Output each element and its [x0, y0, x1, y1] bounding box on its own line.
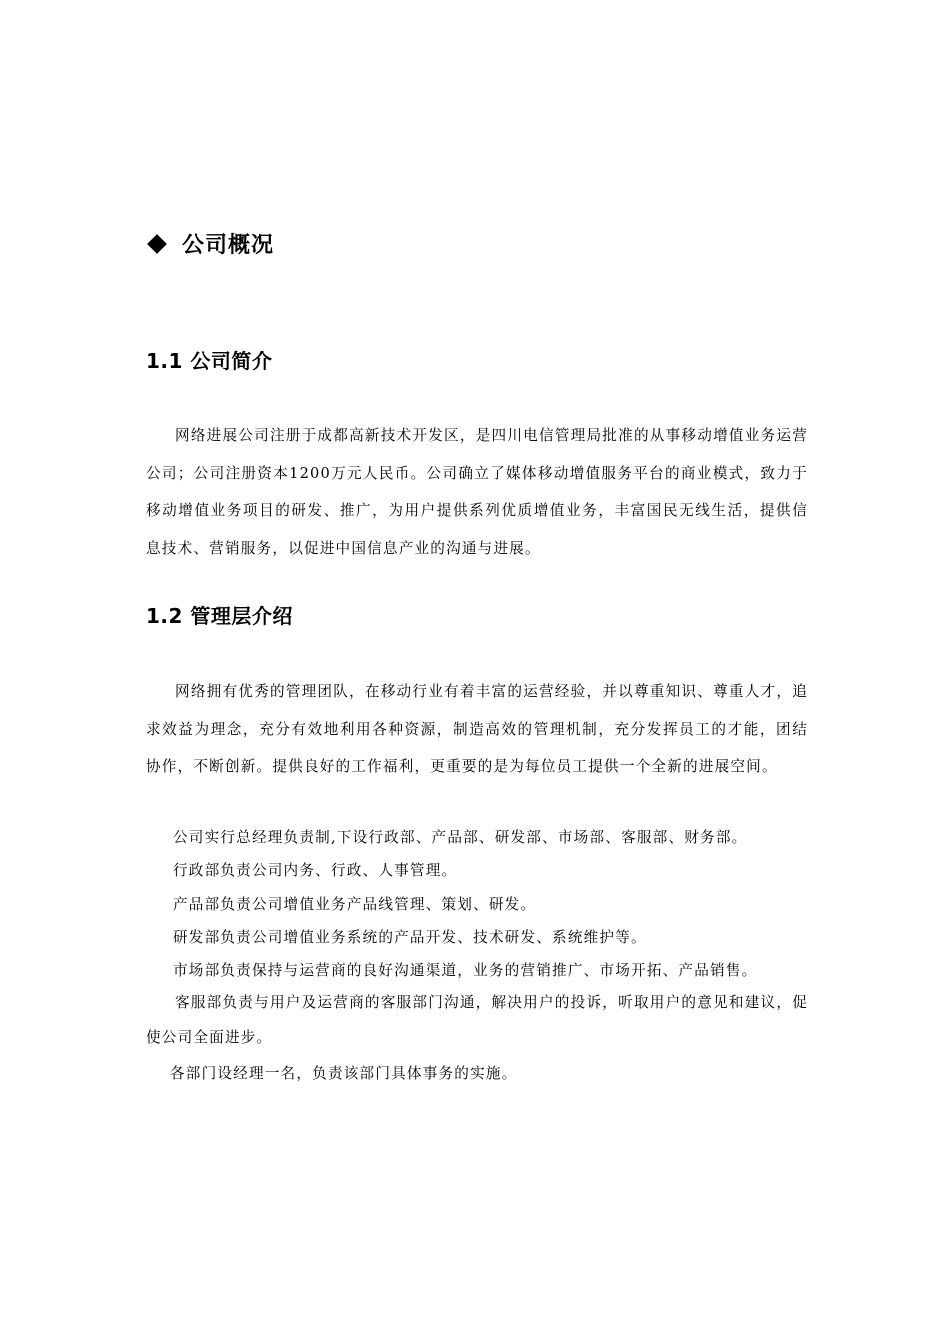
service-dept-paragraph: 客服部负责与用户及运营商的客服部门沟通，解决用户的投诉，听取用户的意见和建议，促使公司全面进步。 — [146, 994, 808, 1046]
manager-line: 各部门设经理一名，负责该部门具体事务的实施。 — [170, 1065, 518, 1082]
diamond-icon — [147, 234, 167, 254]
chapter-heading — [146, 228, 274, 259]
section-heading-management: 1.2 管理层介绍 — [146, 604, 293, 628]
rnd-dept-line: 研发部负责公司增值业务系统的产品开发、技术研发、系统维护等。 — [173, 929, 647, 946]
section-heading-company-intro: 1.1 公司简介 — [146, 349, 273, 373]
structure-line: 公司实行总经理负责制,下设行政部、产品部、研发部、市场部、客服部、财务部。 — [173, 829, 748, 846]
management-paragraph: 网络拥有优秀的管理团队，在移动行业有着丰富的运营经验，并以尊重知识、尊重人才，追求效益为理念，充分有效地利用各种资源，制造高效的管理机制，充分发挥员工的才能，团结协作，不断创新。提供良好的工作福利，更重要的是为每位员工提供一个全新的进展空间。 — [146, 683, 808, 775]
market-dept-line: 市场部负责保持与运营商的良好沟通渠道，业务的营销推广、市场开拓、产品销售。 — [173, 962, 758, 979]
product-dept-line: 产品部负责公司增值业务产品线管理、策划、研发。 — [173, 896, 537, 913]
company-intro-paragraph: 网络进展公司注册于成都高新技术开发区，是四川电信管理局批准的从事移动增值业务运营公司；公司注册资本1200万元人民币。公司确立了媒体移动增值服务平台的商业模式，致力于移动增值业务项目的研发、推广，为用户提供系列优质增值业务，丰富国民无线生活，提供信息技术、营销服务，以促进中国信息产业的沟通与进展。 — [146, 427, 808, 557]
chapter-title: 公司概况 — [182, 233, 275, 258]
admin-dept-line: 行政部负责公司内务、行政、人事管理。 — [173, 862, 458, 879]
